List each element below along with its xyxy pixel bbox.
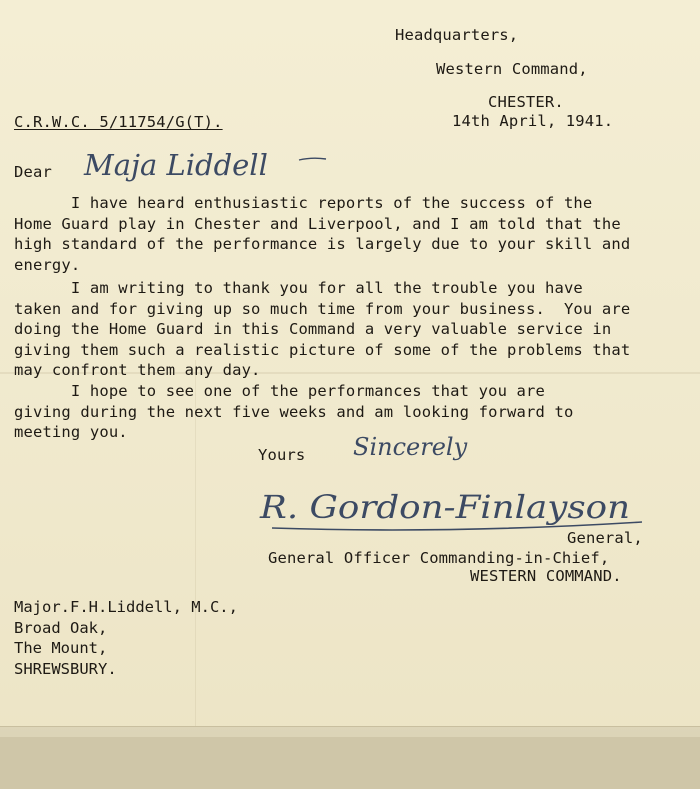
letterhead-line-1: Headquarters, bbox=[395, 26, 519, 44]
svg-text:Sincerely: Sincerely bbox=[353, 433, 468, 461]
address-line: SHREWSBURY. bbox=[14, 659, 117, 678]
reference-number: C.R.W.C. 5/11754/G(T). bbox=[14, 113, 223, 131]
body-paragraph-1 bbox=[14, 193, 630, 275]
recipient-address bbox=[14, 597, 238, 679]
handwritten-addressee bbox=[74, 142, 344, 192]
svg-text:Maja Liddell: Maja Liddell bbox=[84, 148, 268, 182]
signatory-position: General Officer Commanding-in-Chief, bbox=[268, 549, 610, 567]
address-line: Broad Oak, bbox=[14, 618, 108, 637]
paragraph-line: I have heard enthusiastic reports of the success of the bbox=[14, 194, 593, 212]
paragraph-line: may confront them any day. bbox=[14, 361, 261, 379]
paragraph-line: Home Guard play in Chester and Liverpool, and I am told that the bbox=[14, 214, 621, 233]
letterhead-line-3: CHESTER. bbox=[488, 93, 564, 111]
paragraph-line: meeting you. bbox=[14, 423, 128, 441]
signatory-rank: General, bbox=[567, 529, 643, 547]
paragraph-line: doing the Home Guard in this Command a very valuable service in bbox=[14, 320, 612, 338]
paragraph-line: energy. bbox=[14, 255, 81, 274]
underlying-page-edge bbox=[0, 726, 700, 789]
address-line: The Mount, bbox=[14, 639, 108, 657]
paragraph-line: giving during the next five weeks and am looking forward to bbox=[14, 402, 574, 421]
salutation: Dear bbox=[14, 163, 52, 181]
paragraph-line: giving them such a realistic picture of some of the problems that bbox=[14, 340, 631, 359]
signatory-command: WESTERN COMMAND. bbox=[470, 567, 622, 585]
address-line: Major.F.H.Liddell, M.C., bbox=[14, 598, 238, 616]
paragraph-line: high standard of the performance is largely due to your skill and bbox=[14, 235, 631, 253]
body-paragraph-2 bbox=[14, 278, 630, 381]
closing-typed: Yours bbox=[258, 446, 306, 464]
underlying-page bbox=[0, 737, 700, 789]
svg-text:R. Gordon-Finlayson: R. Gordon-Finlayson bbox=[258, 488, 630, 526]
paragraph-line: taken and for giving up so much time from your business. You are bbox=[14, 299, 631, 318]
letter-date: 14th April, 1941. bbox=[452, 112, 614, 130]
body-paragraph-3 bbox=[14, 381, 573, 443]
paragraph-line: I am writing to thank you for all the trouble you have bbox=[14, 279, 583, 297]
letterhead-line-2: Western Command, bbox=[436, 60, 588, 78]
paragraph-line: I hope to see one of the performances that you are bbox=[14, 382, 545, 400]
